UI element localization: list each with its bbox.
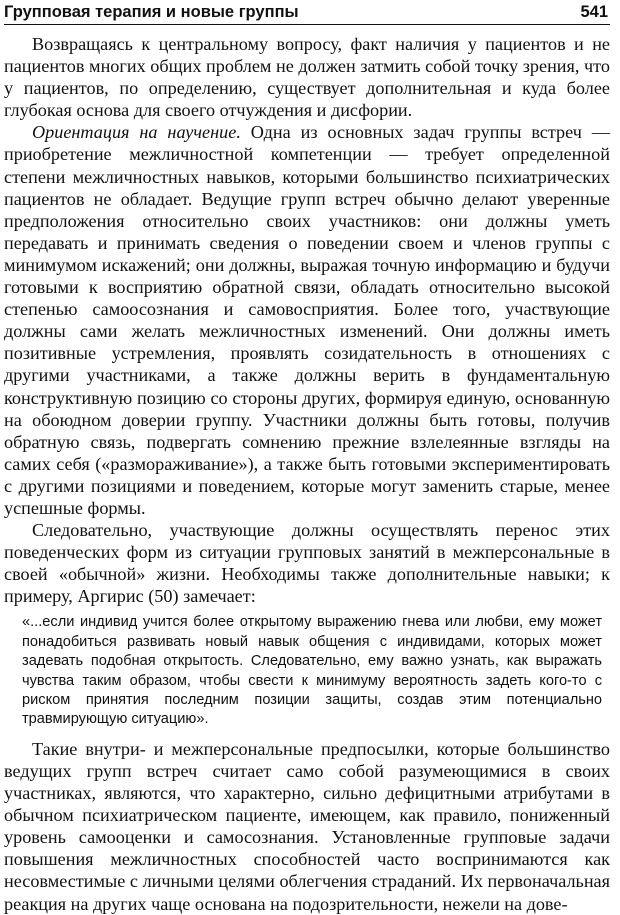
section-lead: Ориентация на научение. <box>32 122 241 143</box>
running-head <box>4 2 610 25</box>
paragraph <box>4 121 610 519</box>
body-text <box>4 33 610 915</box>
running-title: Групповая терапия и новые группы <box>4 3 299 21</box>
paragraph-text: Одна из основных задач группы встреч — приобретение межличностной компетенции — требует определенной степени межличностных навыков, которыми большинство психиатрических пациентов не обладает. Ведущие групп встреч обычно делают уверенные предположения относительно своих участников: они должны уметь передавать и принимать сведения о поведении своем и членов группы с минимумом искажений; они должны, выражая точную информацию и будучи готовыми к восприятию обратной связи, обладать относительно высокой степенью самоосознания и самовосприятия. Более того, участвующие должны сами желать межличностных изменений. Они должны иметь позитивные устремления, проявлять созидательность в отношениях с другими участниками, а также должны верить в фундаментальную конструктивную позицию со стороны других, формируя единую, основанную на обоюдном доверии группу. Участники должны быть готовы, получив обратную связь, подвергать сомнению прежние взлелеянные взгляды на самих себя («размораживание»), а также быть готовыми экспериментировать с другими позициями и поведением, которые могут заменить старые, менее успешные формы. <box>4 122 610 518</box>
paragraph: Такие внутри- и межперсональные предпосылки, которые большинство ведущих групп встреч считает само собой разумеющимися в своих участниках, являются, что характерно, сильно дефицитными атрибутами в обычном психиатрическом пациенте, имеющем, как правило, пониженный уровень самооценки и самосознания. Установленные групповые задачи повышения межличностных способностей часто воспринимаются как несовместимые с личными целями облегчения страданий. Их первоначальная реакция на других чаще основана на подозрительности, нежели на дове- <box>4 738 610 914</box>
page-number: 541 <box>580 3 608 21</box>
paragraph: Возвращаясь к центральному вопросу, факт наличия у пациентов и не пациентов многих общих проблем не должен затмить собой точку зрения, что у пациентов, по определению, существует дополнительная и куда более глубокая основа для своего отчуждения и дисфории. <box>4 34 610 121</box>
block-quote: «...если индивид учится более открытому выражению гнева или любви, ему может понадобиться развивать новый навык общения с индивидами, которых может задевать подобная открытость. Следовательно, ему важно узнать, как выражать чувства таким образом, чтобы свести к минимуму вероятность задеть кого-то с риском принятия последним позиции защиты, создав этим потенциально травмирующую ситуацию». <box>22 614 602 728</box>
paragraph: Следовательно, участвующие должны осуществлять перенос этих поведенческих форм из ситуации групповых занятий в межперсональные в своей «обычной» жизни. Необходимы также дополнительные навыки; к примеру, Аргирис (50) замечает: <box>4 520 610 607</box>
